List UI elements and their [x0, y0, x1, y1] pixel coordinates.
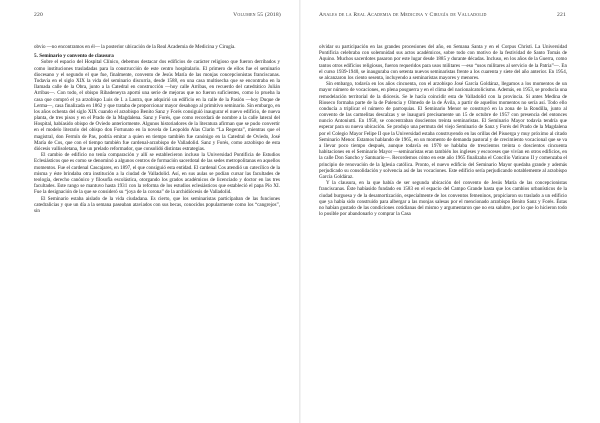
paragraph: Y la clausura, en la que había de ser segunda ubicación del convento de Jesús María de las concepcionistas franciscanas. Éste habíasido fundado en 1583 en el espacio del Campo Grande hasta que los cambios urbanísticos de la ciudad burguesa y de la desamortización, especialmente de los conventos femeninos, propiciaron su traslado a un edificio que ya había sido construido para albergar a las monjas salesas por el mencionado arzobispo Benito Sanz y Forés. Éstas no habían gustado de las condiciones cotidianas del mismo y argumentaron que no era salubre, por lo que lo hicieron todo lo posible por abandonarlo y comprar la Casa — [319, 180, 567, 218]
left-page — [0, 0, 299, 423]
paragraph: El Seminario estaba aislado de la vida ciudadana. Es cierto, que los seminaristas participaban de las funciones catedralicias y que un día a la semana paseaban ataviados con sus becas, conocidos popularmente como los “cangrejos”, sin — [34, 195, 280, 214]
paragraph: Sin embargo, todavía en los años cincuenta, con el arzobispo José García Goldáraz, llegamos a los momentos de un mayor número de vocaciones, en plena posguerra y en el clima del nacionalcatolicismo. Además, en 1953, se producía una remodelación territorial de la diócesis. Se le hacía coincidir esta de Valladolid con la provincia. Si antes Medina de Rioseco formaba parte de la de Palencia y Olmedo de la de Ávila, a partir de aquellos momentos no sería así. Todo ello conducía a triplicar el número de parroquias. El Seminario Menor se construyó en la zona de la Rondilla, junto al convento de las carmelitas descalzas y se inauguró precisamente un 15 de octubre de 1957 con presencia del entonces nuncio Antoniutti. En 1958, se concentraban doscientos treinta seminaristas. El Seminario Mayor todavía tendría que esperar para su nueva ubicación. Se produjo una permuta del viejo Seminario de Sanz y Forés del Prado de la Magdalena por el Colegio Mayor Felipe II que la Universidad estaba construyendo en las orillas del Pisuerga y muy próximo al citado Seminario Menor. Estamos hablando de 1965, en un momento de demanda pastoral y de crecimiento vocacional que se va a llevar poco tiempo después, aunque todavía en 1970 se hablaba de trescientos treinta o doscientos cincuenta habitaciones en el Seminario Mayor —seminaristas eran también los ingleses y escoceses que vivían en otros edificios, en la calle Don Sancho y Santuario—. Recordemos cómo en este año 1965 finalizaba el Concilio Vaticano II y comenzaba el principio de renovación de la Iglesia católica. Pronto, el nuevo edificio del Seminario Mayor quedaba grande y además perjudicado su consolidación y solvencia así de las vocaciones. Este edificio sería perjudicando notablemente al arzobispo García Goldáraz. — [319, 81, 567, 180]
paragraph: Sobre el espacio del Hospital Clínico, debemos destacar dos edificios de carácter religioso que fueron derribados y como instituciones trasladadas para la construcción de este centro hospitalario. El primero de ellos fue el seminario diocesano y el segundo el que fue, finalmente, convento de Jesús María de las monjas concepcionistas franciscanas. Todavía en el siglo XIX la vida del seminario discurría, desde 1588, en una casa multisecha que se encontraba en la Ilamada calle de la Obra, junto a la Catedral en construcción —hoy calle Arribas, en recuerdo del catedrático Julián Arribas—. Con todo, el obispo Ribadeneyra aportó una serie de mejoras que no fueron suficientes, como lo prueba la casa que compró el ya arzobispo Luis de I. a Lastra, que adquirió un edificio en la calle de la Pasión —hoy Duque de Lerma—, casa finalizada en 1862 y que trataba de proporcionar mayor desahogo al primitivo seminario. Sin embargo, en los años ochenta del siglo XIX cuando el arzobispo Benito Sanz y Forés consiguió inaugurar el nuevo edificio, de nueva planta, de tres pisos y en el Prado de la Magdalena. Sanz y Forés, que como recordará de nombre a la calle lateral del Hospital, habíasido obispo de Oviedo anteriormente. Algunos historiadores de la literatura afirman que se pudo convertir en el modelo literario del obispo don Fortunato en la novela de Leopoldo Alas Clarín “La Regenta”, mientras que el magistral, don Fermín de Pas, podría emitar a quien en tiempo también fue canónigo en la Catedral de Oviedo, José María de Cos, que con el tiempo también fue cardenal-arzobispo de Valladolid. Sanz y Forés, como arzobispo de esta diócesis vallisoletana, fue un prelado reformador, que consolidó distintas estrategias. — [34, 59, 280, 152]
running-head: Volumen 55 (2018) — [233, 12, 281, 18]
right-page — [301, 0, 600, 423]
running-head: Anales de la Real Academia de Medicina y Cirugía de Valladolid — [319, 12, 487, 18]
page-number: 220 — [34, 12, 43, 18]
paragraph: olvidar su participación en las grandes procesiones del año, en Semana Santa y en el Corpus Christi. La Universidad Pontificia celebraba con solemnidad sus actos académicos, sobre todo con motivo de la festividad de Santo Tomás de Aquino. Muchos sacerdotes pasaron por este lugar desde 1885 y durante décadas. Incluso, en los años de la Guerra, como tantos otros edificios religiosos, fueron requeridos para usos militares —eso “usos militares al servicio de la Patria”—. En el curso 1939-1940, se inauguraba con setenta nuevos seminaristas frente a los cuarenta y siete del año anterior. En 1954, se alcanzaron los ciento sesenta, incluyendo a seminaristas mayores y menores. — [319, 44, 567, 81]
section-heading: 5. Seminario y convento de clausura — [34, 53, 114, 60]
paragraph: obvio —no encontramos en él— la posterior ubicación de la Real Academia de Medicina y Cirugía. — [34, 44, 236, 50]
left-page-body — [34, 44, 280, 214]
paragraph: El cambio de edificio no tenía comparación y allí se establecieron incluso la Universidad Pontificia de Estudios Eclesiásticos que es como se denominó a algunos centros de formación sacerdotal de las sedes metropolitanas en aquellos momentos. Fue el cardenal Cascajares, en 1897, el que consiguió esta entidad. El cardenal Cos atendió un catecílico de la misma y éste brindaba otra institución a la ciudad de Valladolid. Así, en sus aulas se podían cursar las facultades de teología, derecho canónico y filosofía escolástica, otorgando los grados académicos de licenciado y doctor en las tres facultades. Este rango se mantuvo hasta 1931 con la reforma de los estudios eclesiásticos que estableció el papa Pío XI. Fue la designación de la que se consideró su “joya de la corona” de la archidiócesis de Valladolid. — [34, 152, 280, 196]
page-number: 221 — [557, 12, 566, 18]
right-page-body — [319, 44, 567, 217]
